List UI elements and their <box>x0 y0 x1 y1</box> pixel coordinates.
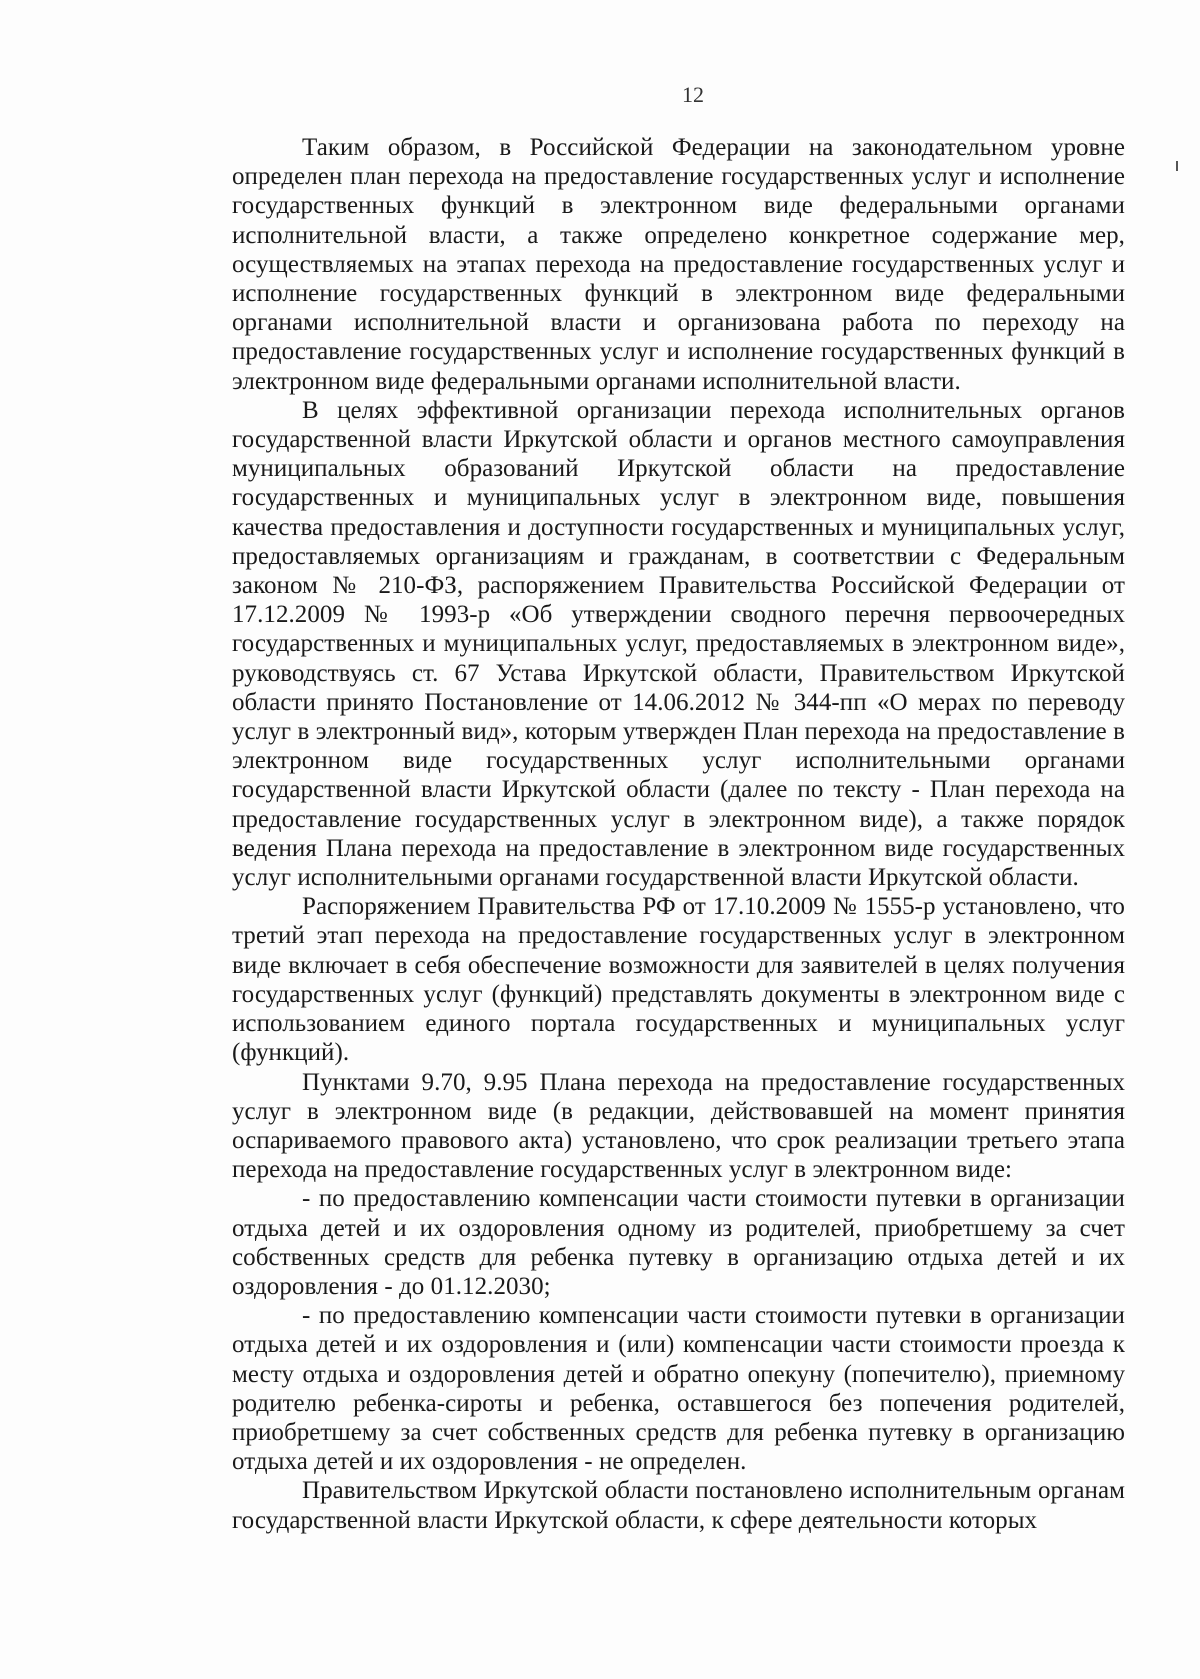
page-number: 12 <box>682 82 704 107</box>
paragraph-plan-items: Пунктами 9.70, 9.95 Плана перехода на предоставление государственных услуг в электронном виде (в редакции, действовавшей на момент принятия оспариваемого правового акта) установлено, что срок реализации третьего этапа перехода на предоставление государственных услуг в электронном виде: <box>232 1068 1125 1184</box>
paragraph-government-resolution: Правительством Иркутской области постановлено исполнительным органам государственной власти Иркутской области, к сфере деятельности которых <box>232 1477 1125 1534</box>
list-item-compensation-parent: - по предоставлению компенсации части стоимости путевки в организации отдыха детей и их оздоровления одному из родителей, приобретшему за счет собственных средств для ребенка путевку в организацию отдыха детей и их оздоровления - до 01.12.2030; <box>232 1185 1125 1300</box>
margin-mark <box>1176 161 1178 171</box>
paragraph-conclusion: Таким образом, в Российской Федерации на законодательном уровне определен план перехода на предоставление государственных услуг и исполнение государственных функций в электронном виде федеральными органами исполнительной власти, а также определено конкретное содержание мер, осуществляемых на этапах перехода на предоставление государственных услуг и исполнение государственных функций в электронном виде федеральными органами исполнительной власти и организована работа по переходу на предоставление государственных услуг и исполнение государственных функций в электронном виде федеральными органами исполнительной власти. <box>232 134 1125 395</box>
paragraph-irkutsk-transition-plan: В целях эффективной организации перехода исполнительных органов государственной власти Иркутской области и органов местного самоуправления муниципальных образований Иркутской области на предоставление государственных и муниципальных услуг в электронном виде, повышения качества предоставления и доступности государственных и муниципальных услуг, предоставляемых организациям и гражданам, в соответствии с Федеральным законом № 210-ФЗ, распоряжением Правительства Российской Федерации от 17.12.2009 № 1993-р «Об утверждении сводного перечня первоочередных государственных и муниципальных услуг, предоставляемых в электронном виде», руководствуясь ст. 67 Устава Иркутской области, Правительством Иркутской области принято Постановление от 14.06.2012 № 344-пп «О мерах по переводу услуг в электронный вид», которым утвержден План перехода на предоставление в электронном виде государственных услуг исполнительными органами государственной власти Иркутской области (далее по тексту - План перехода на предоставление государственных услуг в электронном виде), а также порядок ведения Плана перехода на предоставление в электронном виде государственных услуг исполнительными органами государственной власти Иркутской области. <box>232 396 1125 892</box>
document-body <box>232 133 1125 1535</box>
list-item-compensation-guardian: - по предоставлению компенсации части стоимости путевки в организации отдыха детей и их оздоровления и (или) компенсации части стоимости проезда к месту отдыха и оздоровления детей и обратно опекуну (попечителю), приемному родителю ребенка-сироты и ребенка, оставшегося без попечения родителей, приобретшему за счет собственных средств для ребенка путевку в организацию отдыха детей и их оздоровления - не определен. <box>232 1302 1125 1476</box>
paragraph-third-stage: Распоряжением Правительства РФ от 17.10.2009 № 1555-р установлено, что третий этап перехода на предоставление государственных услуг в электронном виде включает в себя обеспечение возможности для заявителей в целях получения государственных услуг (функций) представлять документы в электронном виде с использованием единого портала государственных и муниципальных услуг (функций). <box>232 893 1125 1067</box>
